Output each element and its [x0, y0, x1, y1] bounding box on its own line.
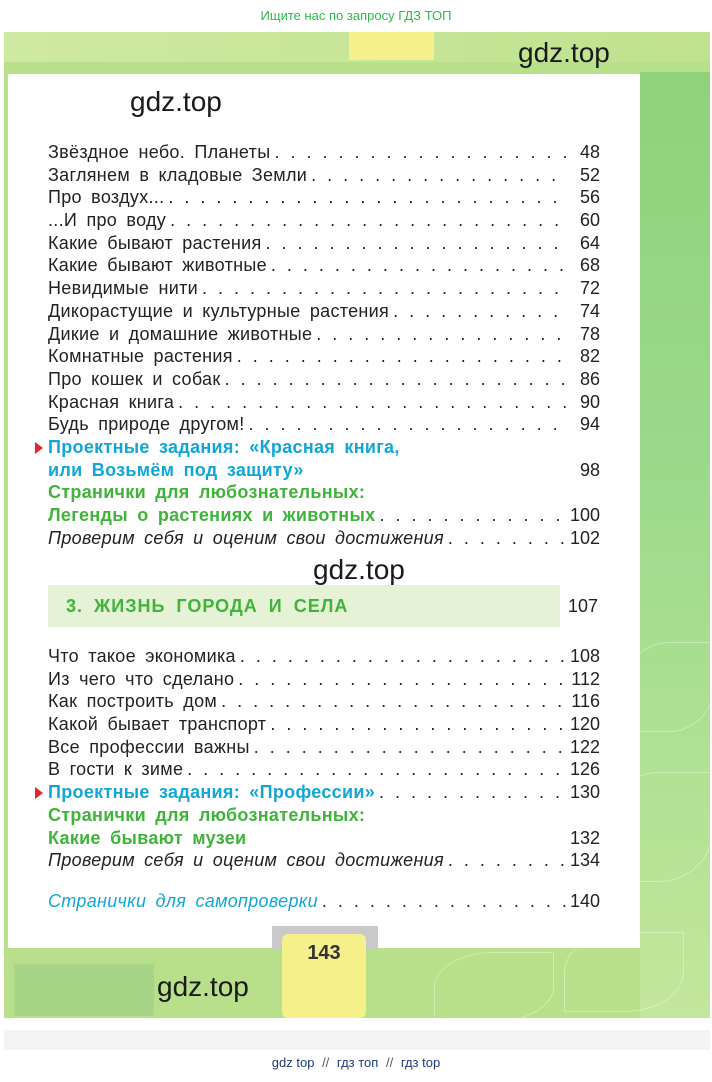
leader-dots [322, 890, 566, 913]
toc-entry-page: 130 [569, 782, 600, 803]
toc-entry-page: 82 [579, 346, 600, 367]
toc-entry[interactable] [48, 668, 600, 691]
bottom-left-block [14, 964, 154, 1016]
page-number: 143 [307, 942, 341, 964]
leaf-decoration-icon [434, 952, 554, 1018]
toc-entry-title: Все профессии важны [48, 736, 250, 757]
leader-dots [237, 345, 566, 368]
toc-entry[interactable] [48, 736, 600, 759]
toc-entry-title: Проверим себя и оценим свои достижения [48, 850, 444, 871]
toc-entry[interactable] [48, 368, 600, 391]
leader-dots [311, 164, 566, 187]
toc-entry-page: 140 [569, 891, 600, 911]
toc-entry-selfcheck[interactable] [48, 890, 600, 913]
section-page: 107 [567, 596, 598, 616]
toc-entry-page: 86 [579, 368, 600, 389]
watermark: gdz.top [518, 37, 610, 68]
toc-entry-page: 68 [579, 255, 600, 276]
leader-dots [266, 232, 566, 255]
toc-entry-title: Красная книга [48, 391, 175, 412]
toc-entry[interactable] [48, 413, 600, 436]
toc-list [48, 890, 600, 913]
toc-entry-title: В гости к зиме [48, 759, 184, 780]
leader-dots [448, 849, 566, 872]
section-title[interactable]: 3. ЖИЗНЬ ГОРОДА И СЕЛА [66, 596, 349, 616]
leader-dots [379, 504, 566, 527]
leader-dots [379, 781, 566, 804]
toc-entry-curious[interactable] [48, 804, 600, 827]
top-yellow-tab [349, 32, 434, 60]
toc-entry-title: Какие бывают музеи [48, 827, 247, 848]
toc-entry-curious[interactable] [48, 481, 600, 504]
red-arrow-marker-icon [35, 442, 43, 454]
toc-entry-page: 64 [579, 232, 600, 253]
toc-entry-title: Про кошек и собак [48, 368, 221, 389]
toc-entry-title: Проверим себя и оценим свои достижения [48, 527, 444, 548]
toc-entry[interactable] [48, 345, 600, 368]
toc-entry-title: Странички для любознательных: [48, 482, 366, 503]
toc-entry-title: Будь природе другом! [48, 414, 245, 435]
toc-entry-title: Комнатные растения [48, 346, 233, 367]
toc-entry-title: Про воздух... [48, 187, 165, 208]
toc-entry[interactable] [48, 232, 600, 255]
bottom-strip [4, 1030, 710, 1050]
toc-entry[interactable] [48, 758, 600, 781]
toc-entry-curious[interactable] [48, 827, 600, 850]
toc-entry-page: 60 [579, 210, 600, 231]
toc-entry[interactable] [48, 164, 600, 187]
leader-dots [238, 668, 566, 691]
toc-entry[interactable] [48, 277, 600, 300]
toc-entry-title: Что такое экономика [48, 646, 236, 666]
toc-entry-page: 48 [579, 142, 600, 162]
toc-entry[interactable] [48, 300, 600, 323]
toc-entry-title: Дикорастущие и культурные растения [48, 300, 390, 321]
toc-entry-page: 78 [579, 323, 600, 344]
toc-entry-title: Какие бывают растения [48, 232, 262, 253]
toc-entry[interactable] [48, 323, 600, 346]
leader-dots [178, 391, 566, 414]
toc-entry-page: 132 [569, 827, 600, 848]
watermark: gdz.top [157, 971, 249, 1002]
toc-entry-page: 56 [579, 187, 600, 208]
footer-link[interactable]: гдз top [400, 1055, 441, 1070]
leader-dots [316, 323, 566, 346]
toc-entry-title: Заглянем в кладовые Земли [48, 164, 308, 185]
top-banner[interactable]: Ищите нас по запросу ГДЗ ТОП [260, 8, 452, 23]
toc-entry[interactable] [48, 209, 600, 232]
toc-entry-title: Странички для любознательных: [48, 804, 366, 825]
toc-entry-page: 94 [579, 414, 600, 435]
toc-entry-title: Дикие и домашние животные [48, 323, 313, 344]
leader-dots [202, 277, 566, 300]
toc-entry-title: или Возьмём под защиту» [48, 459, 304, 480]
toc-entry-page: 134 [569, 850, 600, 871]
footer-separator: // [385, 1055, 394, 1070]
toc-entry-page: 120 [569, 714, 600, 735]
leader-dots [221, 690, 566, 713]
toc-entry-page: 100 [569, 505, 600, 525]
leader-dots [448, 527, 566, 550]
toc-entry-page: 126 [569, 759, 600, 780]
toc-list [48, 645, 600, 872]
toc-entry[interactable] [48, 645, 600, 668]
toc-entry-curious[interactable] [48, 504, 600, 527]
toc-entry-page: 52 [579, 164, 600, 185]
toc-entry[interactable] [48, 254, 600, 277]
toc-entry-title: Какие бывают животные [48, 255, 267, 276]
leader-dots [170, 209, 566, 232]
toc-entry-page: 72 [579, 278, 600, 299]
toc-entry[interactable] [48, 690, 600, 713]
footer-link[interactable]: gdz top [271, 1055, 315, 1070]
leader-dots [187, 758, 566, 781]
toc-entry-title: Легенды о растениях и животных [48, 505, 376, 525]
toc-entry-check[interactable] [48, 849, 600, 872]
toc-entry-title: ...И про воду [48, 210, 167, 231]
toc-entry-page: 108 [569, 646, 600, 666]
toc-entry-page: 98 [579, 459, 600, 480]
toc-entry[interactable] [48, 141, 600, 164]
toc-entry-title: Как построить дом [48, 691, 218, 712]
leader-dots [270, 713, 566, 736]
toc-entry-page: 102 [569, 527, 600, 548]
toc-entry-title: Из чего что сделано [48, 668, 235, 689]
toc-entry-page: 116 [571, 691, 600, 712]
toc-entry-project[interactable] [48, 781, 600, 804]
red-arrow-marker-icon [35, 787, 43, 799]
leader-dots [249, 413, 566, 436]
toc-entry-title: Проектные задания: «Профессии» [48, 782, 375, 803]
toc-entry-title: Странички для самопроверки [48, 891, 318, 911]
toc-list [48, 141, 600, 549]
toc-entry[interactable] [48, 186, 600, 209]
watermark: gdz.top [313, 554, 405, 585]
footer-links [0, 1055, 712, 1070]
toc-entry-check[interactable] [48, 527, 600, 550]
toc-entry-title: Какой бывает транспорт [48, 714, 267, 735]
leader-dots [168, 186, 566, 209]
leader-dots [240, 645, 566, 668]
toc-entry-page: 112 [571, 668, 600, 689]
toc-entry-title: Проектные задания: «Красная книга, [48, 436, 400, 457]
toc-entry-project[interactable] [48, 436, 600, 459]
leader-dots [271, 254, 566, 277]
toc-entry[interactable] [48, 391, 600, 414]
leader-dots [225, 368, 566, 391]
leader-dots [274, 141, 566, 164]
watermark: gdz.top [130, 86, 222, 117]
footer-link[interactable]: гдз топ [336, 1055, 379, 1070]
toc-entry-title: Невидимые нити [48, 278, 199, 299]
toc-entry-title: Звёздное небо. Планеты [48, 142, 271, 162]
footer-separator: // [322, 1055, 330, 1070]
leader-dots [254, 736, 566, 759]
toc-entry-page: 90 [579, 391, 600, 412]
leader-dots [393, 300, 566, 323]
toc-entry[interactable] [48, 713, 600, 736]
toc-entry-project[interactable] [48, 459, 600, 482]
toc-entry-page: 122 [569, 736, 600, 757]
toc-entry-page: 74 [579, 300, 600, 321]
